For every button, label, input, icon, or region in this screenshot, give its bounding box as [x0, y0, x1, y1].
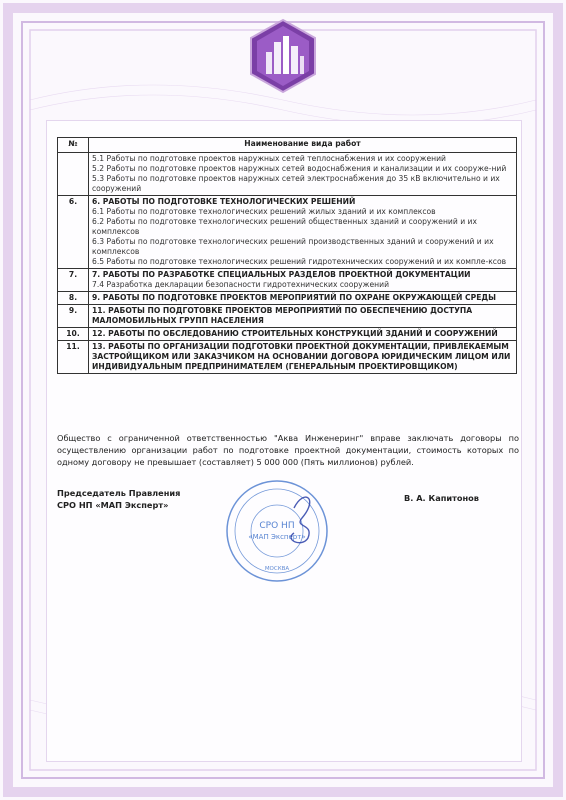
subitem: 5.2 Работы по подготовке проектов наружных сетей водоснабжения и канализации и их сооруже-ний	[92, 164, 507, 173]
section-title: 13. РАБОТЫ ПО ОРГАНИЗАЦИИ ПОДГОТОВКИ ПРОЕКТНОЙ ДОКУМЕНТАЦИИ, ПРИВЛЕКАЕМЫМ ЗАСТРОЙЩИКОМ ИЛИ ЗАКАЗЧИКОМ НА ОСНОВАНИИ ДОГОВОРА ЮРИДИЧЕСКИМ ЛИЦОМ ИЛИ ИНДИВИДУАЛЬНЫМ ПРЕДПРИНИМАТЕЛЕМ (ГЕНЕРАЛЬНЫМ ПРОЕКТИРОВЩИКОМ)	[92, 342, 511, 371]
position-line: СРО НП «МАП Эксперт»	[57, 500, 169, 510]
row-num: 8.	[58, 292, 89, 305]
stamp-center-line: СРО НП	[259, 521, 295, 531]
signatory-position	[57, 487, 180, 511]
header-name: Наименование вида работ	[89, 138, 517, 153]
table-row	[58, 328, 517, 341]
section-title: 12. РАБОТЫ ПО ОБСЛЕДОВАНИЮ СТРОИТЕЛЬНЫХ КОНСТРУКЦИЙ ЗДАНИЙ И СООРУЖЕНИЙ	[92, 329, 498, 338]
subitem: 5.3 Работы по подготовке проектов наружных сетей электроснабжения до 35 кВ включительно и их сооружений	[92, 174, 500, 193]
section-title: 6. РАБОТЫ ПО ПОДГОТОВКЕ ТЕХНОЛОГИЧЕСКИХ РЕШЕНИЙ	[92, 197, 356, 206]
subitem: 7.4 Разработка декларации безопасности гидротехнических сооружений	[92, 280, 389, 289]
scope-note: Общество с ограниченной ответственностью "Аква Инженеринг" вправе заключать договоры по осуществлению организации работ по подготовке проектной документации, стоимость которых по одному договору не превышает (составляет) 5 000 000 (Пять миллионов) рублей.	[57, 433, 519, 467]
seal-stamp-icon	[224, 478, 330, 584]
table-row	[58, 305, 517, 328]
row-num: 11.	[58, 341, 89, 374]
row-num: 10.	[58, 328, 89, 341]
header-num: №	[58, 138, 89, 153]
table-row	[58, 153, 517, 196]
row-num: 7.	[58, 269, 89, 292]
stamp-city: МОСКВА	[264, 566, 290, 572]
section-title: 11. РАБОТЫ ПО ПОДГОТОВКЕ ПРОЕКТОВ МЕРОПРИЯТИЙ ПО ОБЕСПЕЧЕНИЮ ДОСТУПА МАЛОМОБИЛЬНЫХ ГРУПП НАСЕЛЕНИЯ	[92, 306, 473, 325]
city-hexagon-logo-icon	[248, 18, 318, 94]
table-row	[58, 341, 517, 374]
table-row	[58, 196, 517, 269]
subitem: 6.3 Работы по подготовке технологических решений производственных зданий и сооружений и их комплексов	[92, 237, 494, 256]
position-line: Председатель Правления	[57, 488, 181, 498]
subitem: 6.2 Работы по подготовке технологических решений общественных зданий и сооружений и их комплексов	[92, 217, 477, 236]
subitem: 6.1 Работы по подготовке технологических решений жилых зданий и их комплексов	[92, 207, 436, 216]
works-table	[57, 137, 517, 374]
section-title: 9. РАБОТЫ ПО ПОДГОТОВКЕ ПРОЕКТОВ МЕРОПРИЯТИЙ ПО ОХРАНЕ ОКРУЖАЮЩЕЙ СРЕДЫ	[92, 293, 497, 302]
subitem: 6.5 Работы по подготовке технологических решений гидротехнических сооружений и их компле-ксов	[92, 257, 507, 266]
table-row	[58, 269, 517, 292]
subitem: 5.1 Работы по подготовке проектов наружных сетей теплоснабжения и их сооружений	[92, 154, 446, 163]
signatory-name: В. А. Капитонов	[404, 493, 479, 503]
row-num	[58, 153, 89, 196]
table-row	[58, 292, 517, 305]
row-num: 6.	[58, 196, 89, 269]
stamp-center-line: «МАП Эксперт»	[248, 533, 306, 541]
section-title: 7. РАБОТЫ ПО РАЗРАБОТКЕ СПЕЦИАЛЬНЫХ РАЗДЕЛОВ ПРОЕКТНОЙ ДОКУМЕНТАЦИИ	[92, 270, 471, 279]
row-num: 9.	[58, 305, 89, 328]
